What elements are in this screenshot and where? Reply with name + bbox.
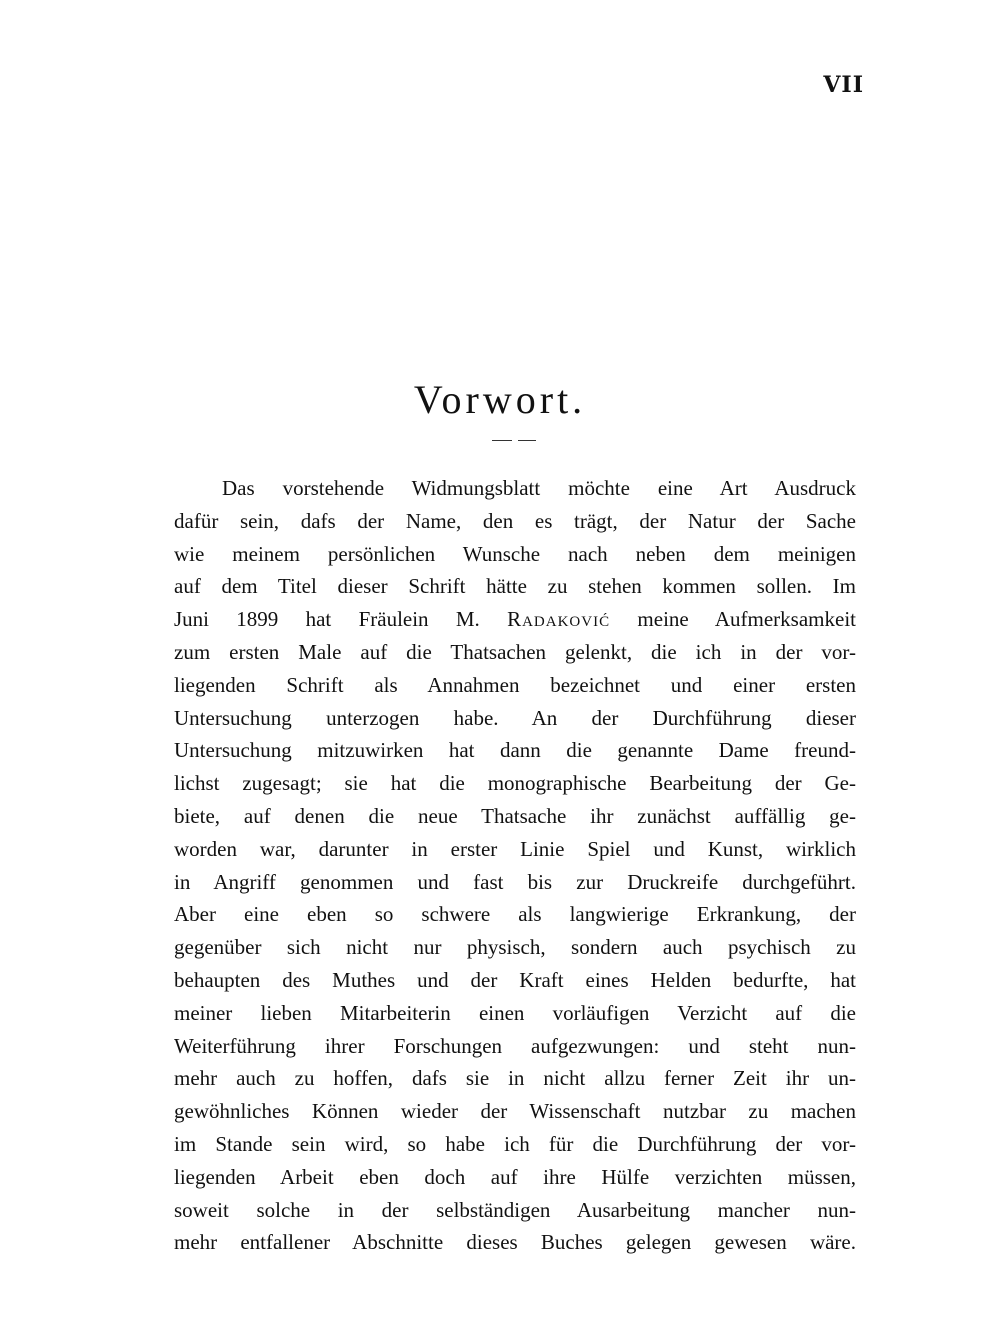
person-name: Radaković [507, 607, 611, 632]
text-line: Untersuchung unterzogen habe. An der Durchführung dieser [174, 705, 856, 730]
text-line: liegenden Schrift als Annahmen bezeichnet und einer ersten [174, 672, 856, 697]
text-segment: meine Aufmerksamkeit [610, 607, 856, 632]
text-line: Weiterführung ihrer Forschungen aufgezwungen: und steht nun- [174, 1033, 856, 1058]
title-rule-segment [492, 440, 512, 441]
text-line: in Angriff genommen und fast bis zur Druckreife durchgeführt. [174, 869, 856, 894]
text-line: mehr auch zu hoffen, dafs sie in nicht allzu ferner Zeit ihr un- [174, 1066, 856, 1091]
text-line: im Stande sein wird, so habe ich für die Durchführung der vor- [174, 1131, 856, 1156]
text-line: Untersuchung mitzuwirken hat dann die genannte Dame freund- [174, 738, 856, 763]
page-number: VII [823, 72, 864, 98]
text-line: liegenden Arbeit eben doch auf ihre Hülfe verzichten müssen, [174, 1164, 856, 1189]
text-line: dafür sein, dafs der Name, den es trägt, der Natur der Sache [174, 508, 856, 533]
text-line: gegenüber sich nicht nur physisch, sondern auch psychisch zu [174, 935, 856, 960]
text-line: behaupten des Muthes und der Kraft eines Helden bedurfte, hat [174, 967, 856, 992]
title-rule [492, 440, 544, 442]
text-line: soweit solche in der selbständigen Ausarbeitung mancher nun- [174, 1197, 856, 1222]
text-line: meiner lieben Mitarbeiterin einen vorläufigen Verzicht auf die [174, 1000, 856, 1025]
text-line: worden war, darunter in erster Linie Spiel und Kunst, wirklich [174, 836, 856, 861]
title-rule-segment [518, 440, 536, 441]
text-line: mehr entfallener Abschnitte dieses Buches gelegen gewesen wäre. [174, 1230, 856, 1255]
text-line: lichst zugesagt; sie hat die monographische Bearbeitung der Ge- [174, 771, 856, 796]
text-line: auf dem Titel dieser Schrift hätte zu stehen kommen sollen. Im [174, 574, 856, 599]
text-line: Aber eine eben so schwere als langwierige Erkrankung, der [174, 902, 856, 927]
text-line: gewöhnliches Können wieder der Wissenschaft nutzbar zu machen [174, 1099, 856, 1124]
text-line: wie meinem persönlichen Wunsche nach neben dem meinigen [174, 541, 856, 566]
text-line: zum ersten Male auf die Thatsachen gelenkt, die ich in der vor- [174, 639, 856, 664]
text-segment: Juni 1899 hat Fräulein M. [174, 607, 508, 632]
preface-body [174, 472, 856, 1259]
text-line [174, 603, 856, 636]
text-line: Das vorstehende Widmungsblatt möchte eine Art Ausdruck [222, 476, 856, 500]
text-line: biete, auf denen die neue Thatsache ihr zunächst auffällig ge- [174, 803, 856, 828]
page-title: Vorwort. [413, 377, 587, 422]
